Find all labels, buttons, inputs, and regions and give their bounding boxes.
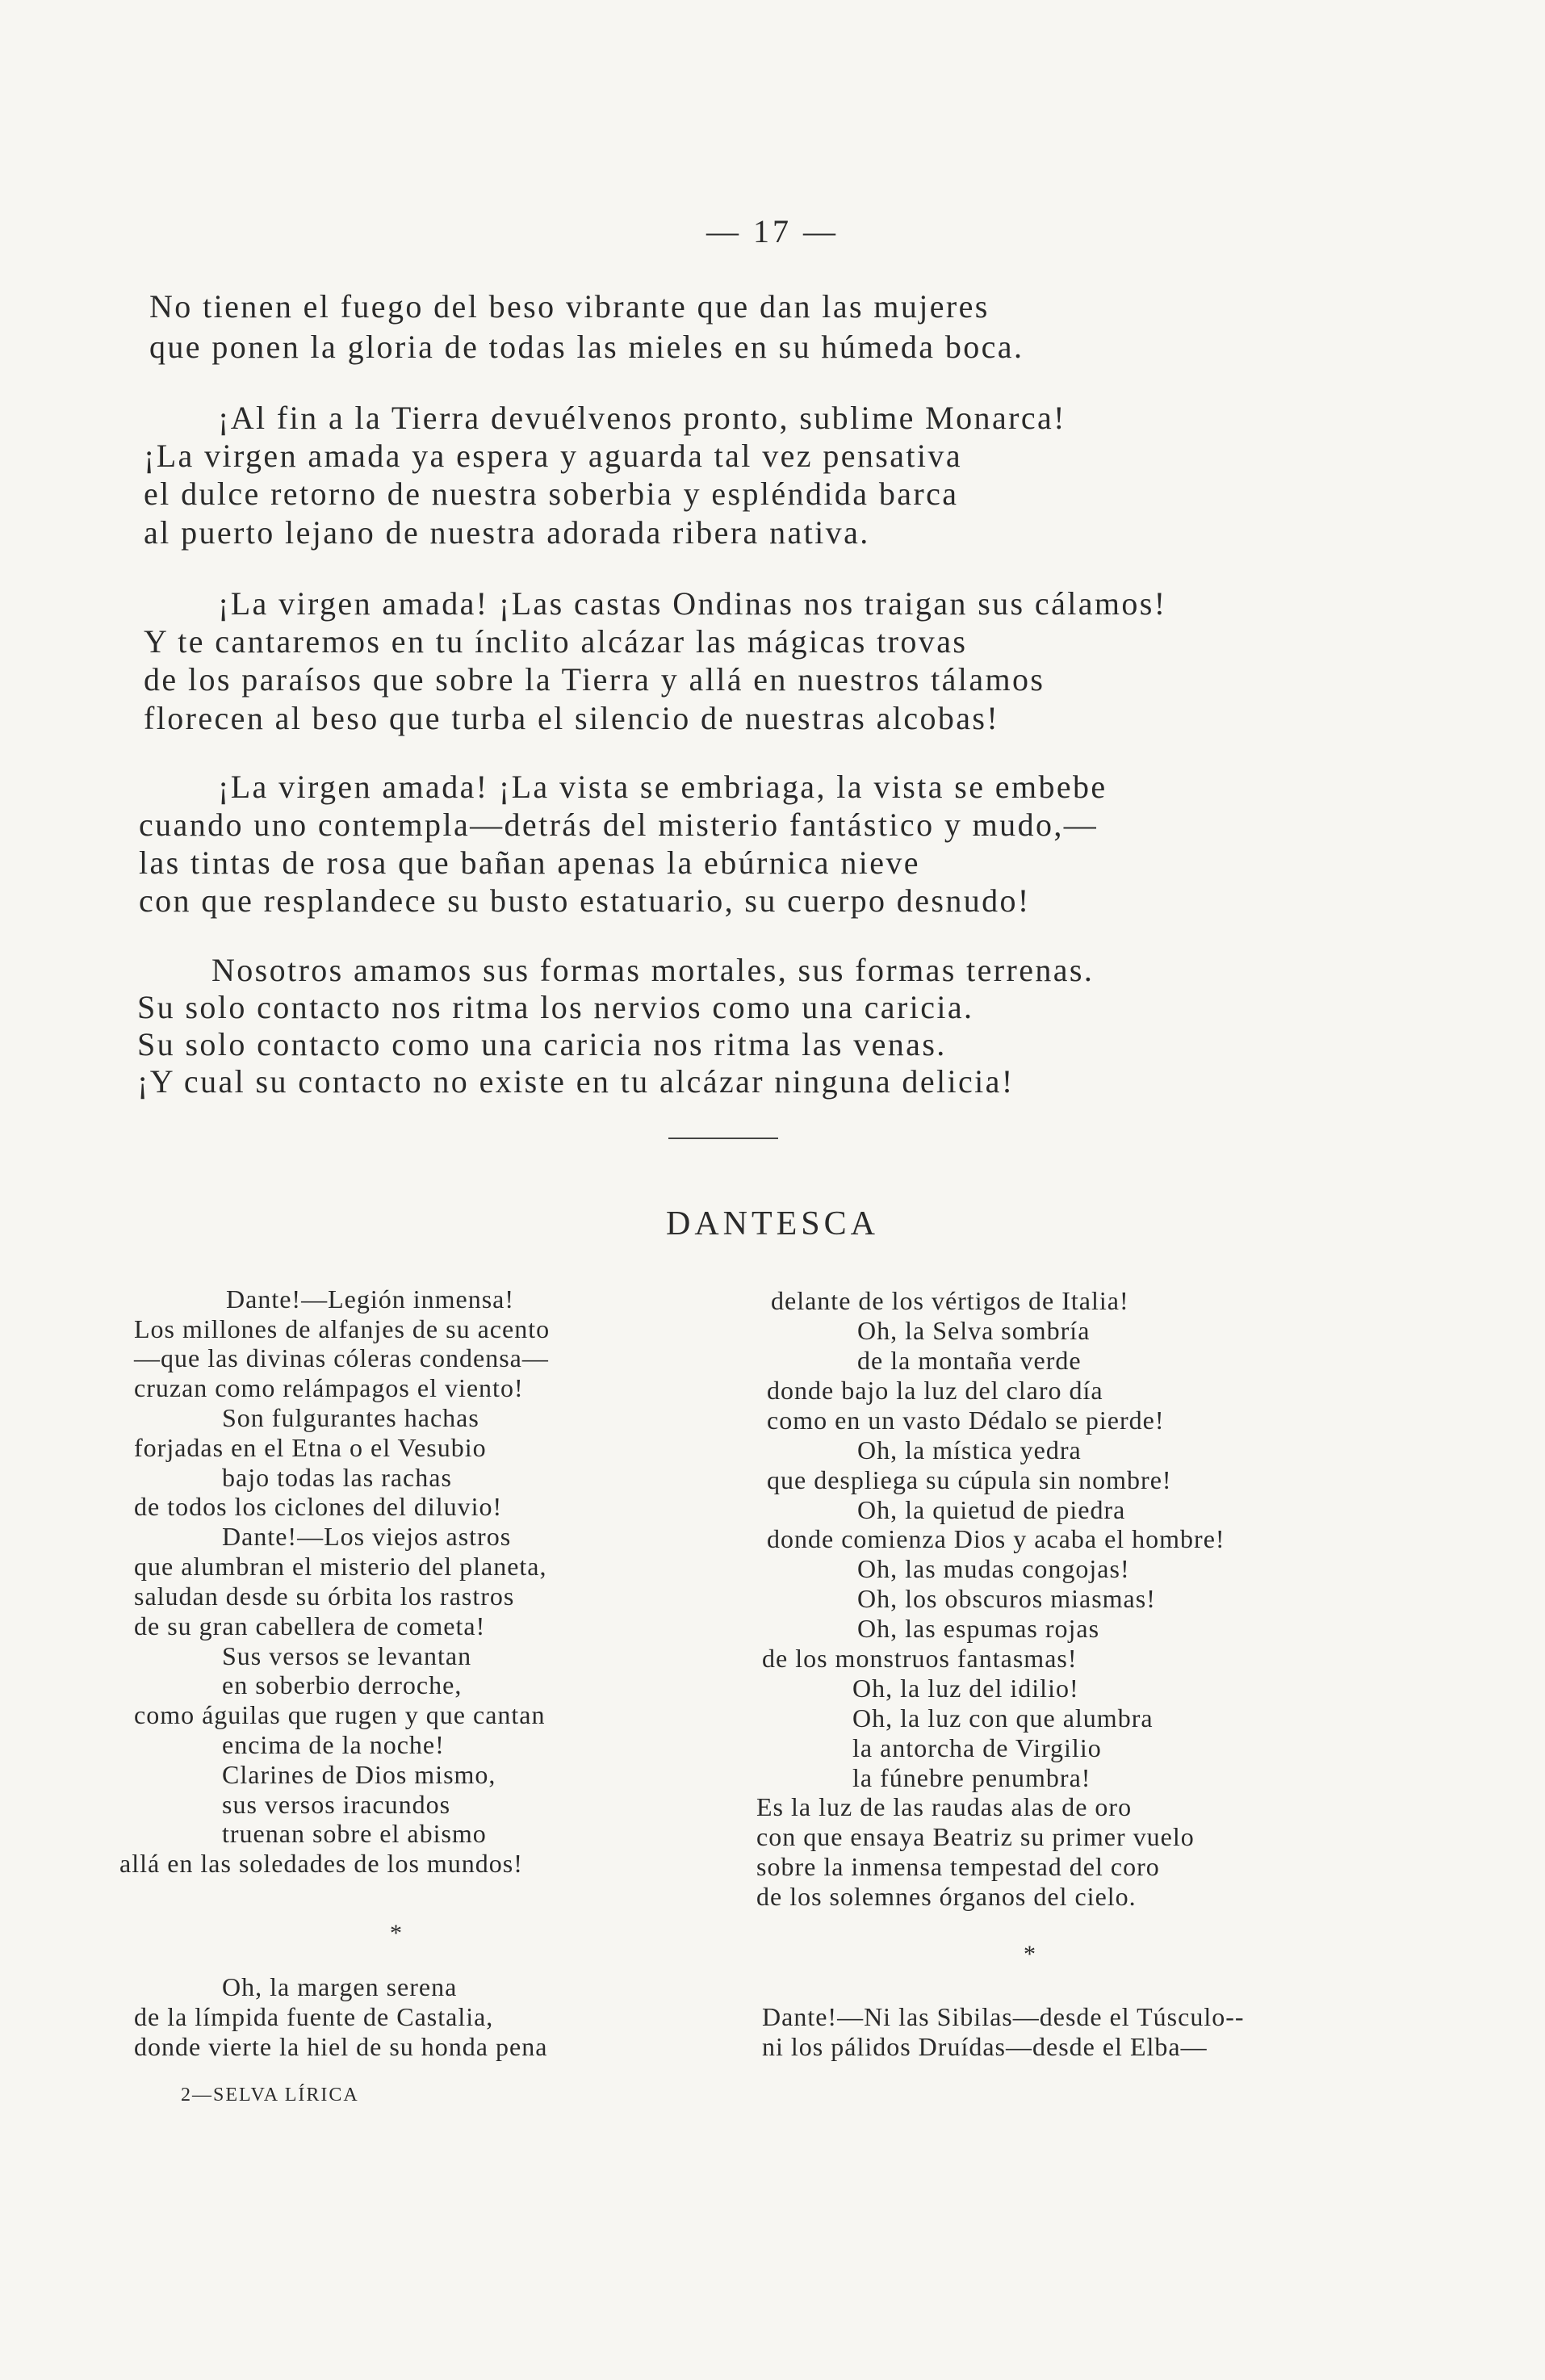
verse-line: de su gran cabellera de cometa! xyxy=(134,1611,486,1640)
verse-line: Oh, la Selva sombría xyxy=(857,1316,1091,1345)
verse-line: saludan desde su órbita los rastros xyxy=(134,1582,515,1611)
verse-line: allá en las soledades de los mundos! xyxy=(119,1849,523,1878)
verse-line: delante de los vértigos de Italia! xyxy=(771,1286,1129,1315)
verse-line: como en un vasto Dédalo se pierde! xyxy=(767,1406,1165,1435)
section-asterisk: * xyxy=(390,1920,402,1946)
verse-line: Sus versos se levantan xyxy=(222,1641,472,1670)
verse-line: forjadas en el Etna o el Vesubio xyxy=(134,1433,487,1462)
verse-line: ¡Y cual su contacto no existe en tu alcázar ninguna delicia! xyxy=(137,1063,1015,1100)
verse-line: florecen al beso que turba el silencio de nuestras alcobas! xyxy=(144,700,1000,736)
verse-line: al puerto lejano de nuestra adorada ribera nativa. xyxy=(144,514,870,551)
verse-line: Oh, los obscuros miasmas! xyxy=(857,1584,1156,1613)
section-asterisk: * xyxy=(1024,1941,1036,1967)
verse-line: Oh, la quietud de piedra xyxy=(857,1495,1126,1524)
verse-line: el dulce retorno de nuestra soberbia y espléndida barca xyxy=(144,476,959,512)
verse-line: Oh, las espumas rojas xyxy=(857,1614,1100,1643)
verse-line: Dante!—Los viejos astros xyxy=(222,1522,512,1551)
verse-line: Clarines de Dios mismo, xyxy=(222,1760,496,1789)
verse-line: las tintas de rosa que bañan apenas la ebúrnica nieve xyxy=(139,844,920,881)
verse-line: Es la luz de las raudas alas de oro xyxy=(756,1792,1133,1821)
verse-line: sobre la inmensa tempestad del coro xyxy=(756,1852,1160,1881)
verse-line: encima de la noche! xyxy=(222,1730,445,1759)
verse-line: Dante!—Ni las Sibilas—desde el Túsculo-- xyxy=(762,2002,1245,2031)
verse-line: ¡Al fin a la Tierra devuélvenos pronto, sublime Monarca! xyxy=(218,400,1066,436)
verse-line: Oh, la mística yedra xyxy=(857,1435,1082,1464)
verse-line: sus versos iracundos xyxy=(222,1790,451,1819)
verse-line: Oh, la margen serena xyxy=(222,1972,458,2001)
verse-line: como águilas que rugen y que cantan xyxy=(134,1700,546,1729)
verse-line: cruzan como relámpagos el viento! xyxy=(134,1373,524,1402)
verse-line: donde comienza Dios y acaba el hombre! xyxy=(767,1524,1225,1553)
verse-line: Nosotros amamos sus formas mortales, sus formas terrenas. xyxy=(211,952,1095,988)
verse-line: donde bajo la luz del claro día xyxy=(767,1376,1103,1405)
verse-line: de todos los ciclones del diluvio! xyxy=(134,1492,503,1521)
verse-line: que alumbran el misterio del planeta, xyxy=(134,1552,547,1581)
verse-line: Oh, la luz del idilio! xyxy=(852,1674,1079,1703)
verse-line: de los solemnes órganos del cielo. xyxy=(756,1882,1137,1911)
verse-line: de los monstruos fantasmas! xyxy=(762,1644,1078,1673)
verse-line: la antorcha de Virgilio xyxy=(852,1733,1102,1762)
verse-line: que ponen la gloria de todas las mieles en su húmeda boca. xyxy=(149,329,1024,365)
verse-line: ¡La virgen amada! ¡Las castas Ondinas nos traigan sus cálamos! xyxy=(218,585,1167,622)
verse-line: —que las divinas cóleras condensa— xyxy=(134,1343,549,1372)
verse-line: de la montaña verde xyxy=(857,1346,1082,1375)
page-number: — 17 — xyxy=(706,213,839,249)
verse-line: Oh, la luz con que alumbra xyxy=(852,1703,1154,1733)
verse-line: ni los pálidos Druídas—desde el Elba— xyxy=(762,2032,1208,2061)
verse-line: Su solo contacto nos ritma los nervios como una caricia. xyxy=(137,989,974,1025)
verse-line: Su solo contacto como una caricia nos ritma las venas. xyxy=(137,1026,947,1062)
verse-line: que despliega su cúpula sin nombre! xyxy=(767,1465,1172,1494)
verse-line: bajo todas las rachas xyxy=(222,1463,452,1492)
verse-line: Son fulgurantes hachas xyxy=(222,1403,479,1432)
page-footer: 2—SELVA LÍRICA xyxy=(181,2085,359,2106)
verse-line: con que ensaya Beatriz su primer vuelo xyxy=(756,1822,1195,1851)
verse-line: Oh, las mudas congojas! xyxy=(857,1554,1130,1583)
poem-title: DANTESCA xyxy=(665,1205,879,1242)
verse-line: Y te cantaremos en tu ínclito alcázar las mágicas trovas xyxy=(144,623,968,660)
verse-line: de los paraísos que sobre la Tierra y allá en nuestros tálamos xyxy=(144,661,1045,698)
verse-line: No tienen el fuego del beso vibrante que dan las mujeres xyxy=(149,288,990,325)
verse-line: la fúnebre penumbra! xyxy=(852,1763,1091,1792)
verse-line: Los millones de alfanjes de su acento xyxy=(134,1314,551,1343)
verse-line: truenan sobre el abismo xyxy=(222,1819,487,1848)
verse-line: de la límpida fuente de Castalia, xyxy=(134,2002,494,2031)
section-divider xyxy=(668,1138,778,1139)
verse-line: con que resplandece su busto estatuario, su cuerpo desnudo! xyxy=(139,882,1031,919)
verse-line: en soberbio derroche, xyxy=(222,1670,463,1699)
verse-line: donde vierte la hiel de su honda pena xyxy=(134,2032,548,2061)
verse-line: cuando uno contempla—detrás del misterio fantástico y mudo,— xyxy=(139,807,1099,843)
verse-line: Dante!—Legión inmensa! xyxy=(226,1284,514,1314)
verse-line: ¡La virgen amada ya espera y aguarda tal vez pensativa xyxy=(144,438,962,474)
verse-line: ¡La virgen amada! ¡La vista se embriaga, la vista se embebe xyxy=(218,769,1107,805)
